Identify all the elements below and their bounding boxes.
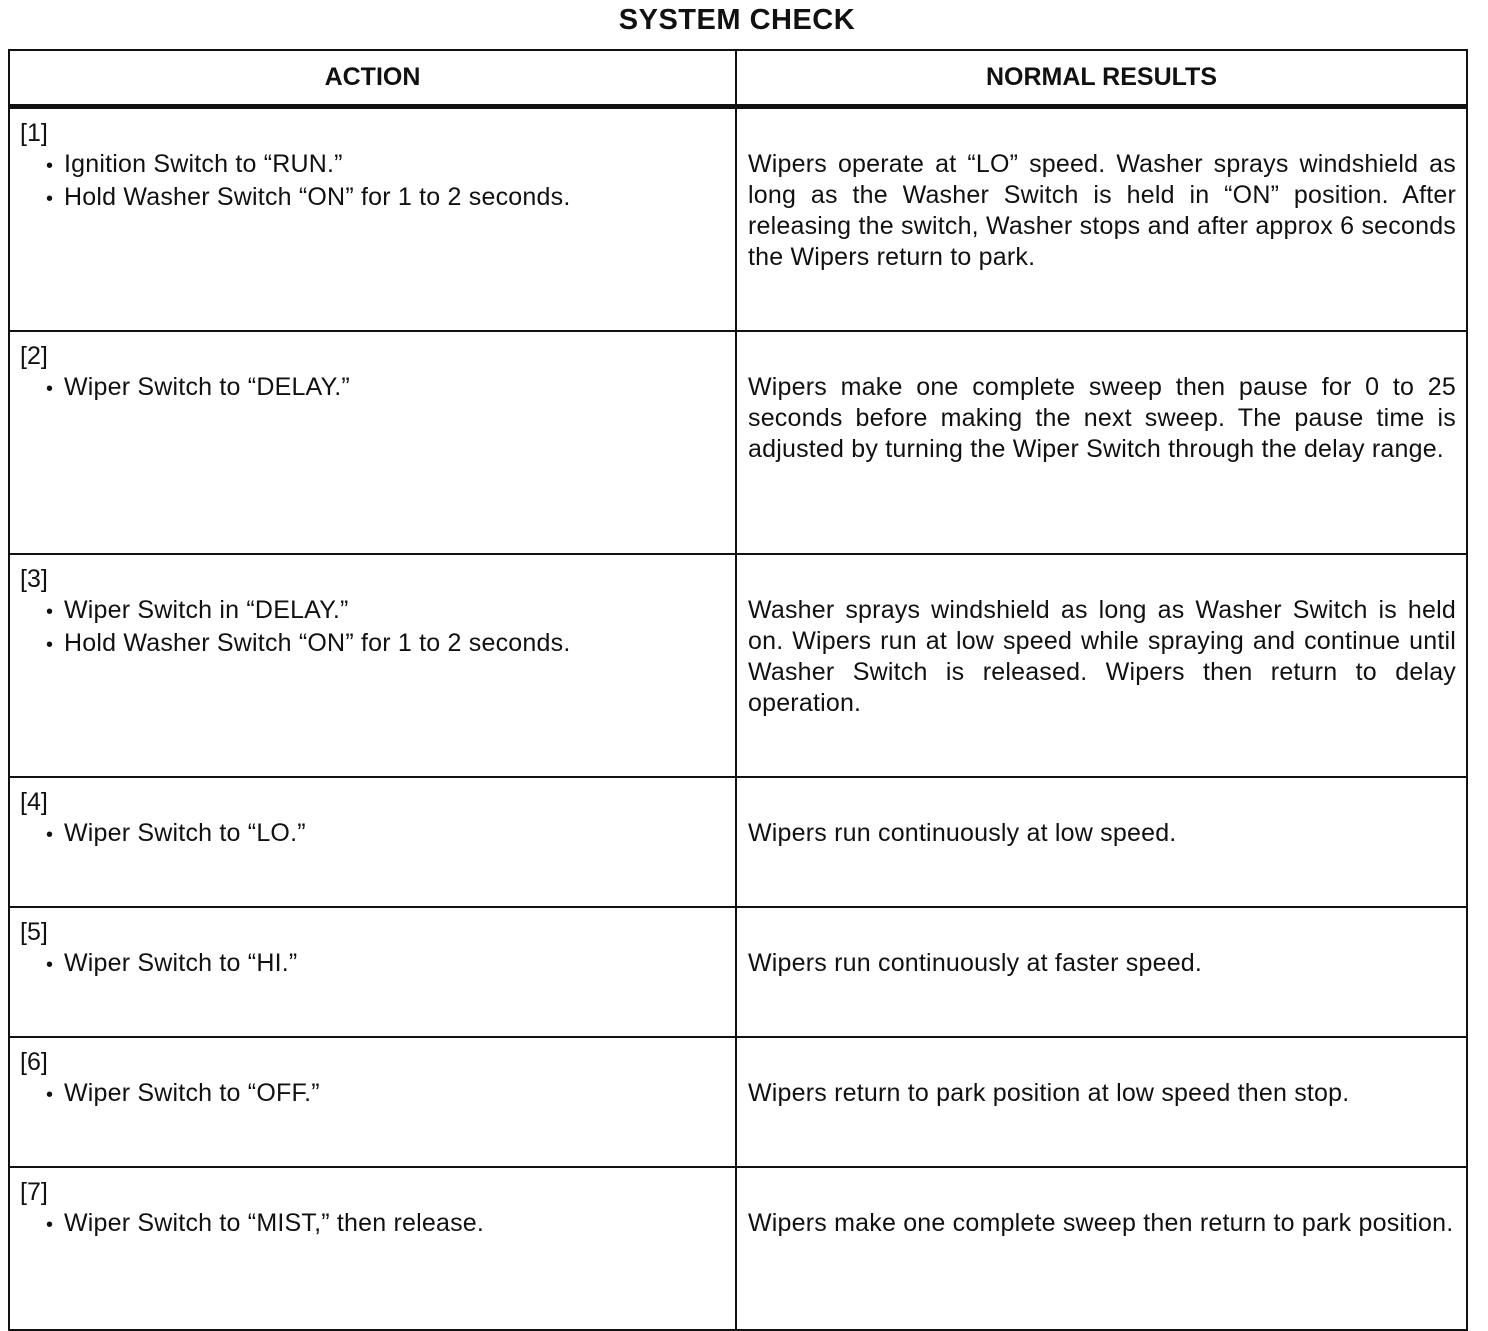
table-row xyxy=(9,907,1467,1037)
bullet-icon: • xyxy=(46,601,54,623)
result-cell: Wipers run continuously at faster speed. xyxy=(736,907,1467,1037)
table-row xyxy=(9,107,1467,332)
result-cell: Wipers return to park position at low speed then stop. xyxy=(736,1037,1467,1167)
bullet-icon: • xyxy=(46,378,54,400)
bullet-icon: • xyxy=(46,634,54,656)
action-bullet xyxy=(20,595,729,628)
step-number: [1] xyxy=(20,119,48,147)
action-text: Wiper Switch in “DELAY.” xyxy=(64,596,349,624)
normal-results-column-header: NORMAL RESULTS xyxy=(736,50,1467,107)
action-cell xyxy=(9,1167,736,1330)
action-text: Wiper Switch to “DELAY.” xyxy=(64,373,350,401)
result-cell: Wipers run continuously at low speed. xyxy=(736,777,1467,907)
result-cell: Wipers make one complete sweep then return to park position. xyxy=(736,1167,1467,1330)
action-bullet xyxy=(20,1078,729,1111)
table-row xyxy=(9,1167,1467,1330)
step-number: [2] xyxy=(20,342,48,370)
action-text: Wiper Switch to “MIST,” then release. xyxy=(64,1209,485,1237)
action-bullet xyxy=(20,818,729,851)
action-bullet xyxy=(20,628,729,661)
bullet-icon: • xyxy=(46,188,54,210)
action-text: Hold Washer Switch “ON” for 1 to 2 seconds. xyxy=(64,183,571,211)
bullet-icon: • xyxy=(46,1084,54,1106)
table-row xyxy=(9,331,1467,554)
action-cell xyxy=(9,907,736,1037)
bullet-icon: • xyxy=(46,954,54,976)
step-number: [7] xyxy=(20,1178,48,1206)
result-cell: Wipers operate at “LO” speed. Washer sprays windshield as long as the Washer Switch is held in “ON” position. After releasing the switch, Washer stops and after approx 6 seconds the Wipers return to park. xyxy=(736,107,1467,332)
result-cell: Washer sprays windshield as long as Washer Switch is held on. Wipers run at low speed while spraying and continue until Washer Switch is released. Wipers then return to delay operation. xyxy=(736,554,1467,777)
action-bullet xyxy=(20,948,729,981)
bullet-icon: • xyxy=(46,824,54,846)
action-cell xyxy=(9,331,736,554)
action-text: Hold Washer Switch “ON” for 1 to 2 seconds. xyxy=(64,629,571,657)
bullet-icon: • xyxy=(46,1214,54,1236)
table-row xyxy=(9,554,1467,777)
action-bullet xyxy=(20,1208,729,1241)
system-check-table xyxy=(8,49,1468,1331)
action-cell xyxy=(9,777,736,907)
action-cell xyxy=(9,107,736,332)
action-cell xyxy=(9,554,736,777)
step-number: [4] xyxy=(20,788,48,816)
action-bullet xyxy=(20,149,729,182)
bullet-icon: • xyxy=(46,155,54,177)
table-row xyxy=(9,777,1467,907)
step-number: [6] xyxy=(20,1048,48,1076)
action-text: Ignition Switch to “RUN.” xyxy=(64,150,343,178)
table-header-row xyxy=(9,50,1467,107)
action-bullet xyxy=(20,182,729,215)
result-cell: Wipers make one complete sweep then pause for 0 to 25 seconds before making the next sweep. The pause time is adjusted by turning the Wiper Switch through the delay range. xyxy=(736,331,1467,554)
action-column-header: ACTION xyxy=(9,50,736,107)
page-title: SYSTEM CHECK xyxy=(618,4,856,36)
action-text: Wiper Switch to “HI.” xyxy=(64,949,298,977)
action-text: Wiper Switch to “OFF.” xyxy=(64,1079,320,1107)
step-number: [5] xyxy=(20,918,48,946)
action-cell xyxy=(9,1037,736,1167)
step-number: [3] xyxy=(20,565,48,593)
action-text: Wiper Switch to “LO.” xyxy=(64,819,306,847)
action-bullet xyxy=(20,372,729,405)
table-row xyxy=(9,1037,1467,1167)
